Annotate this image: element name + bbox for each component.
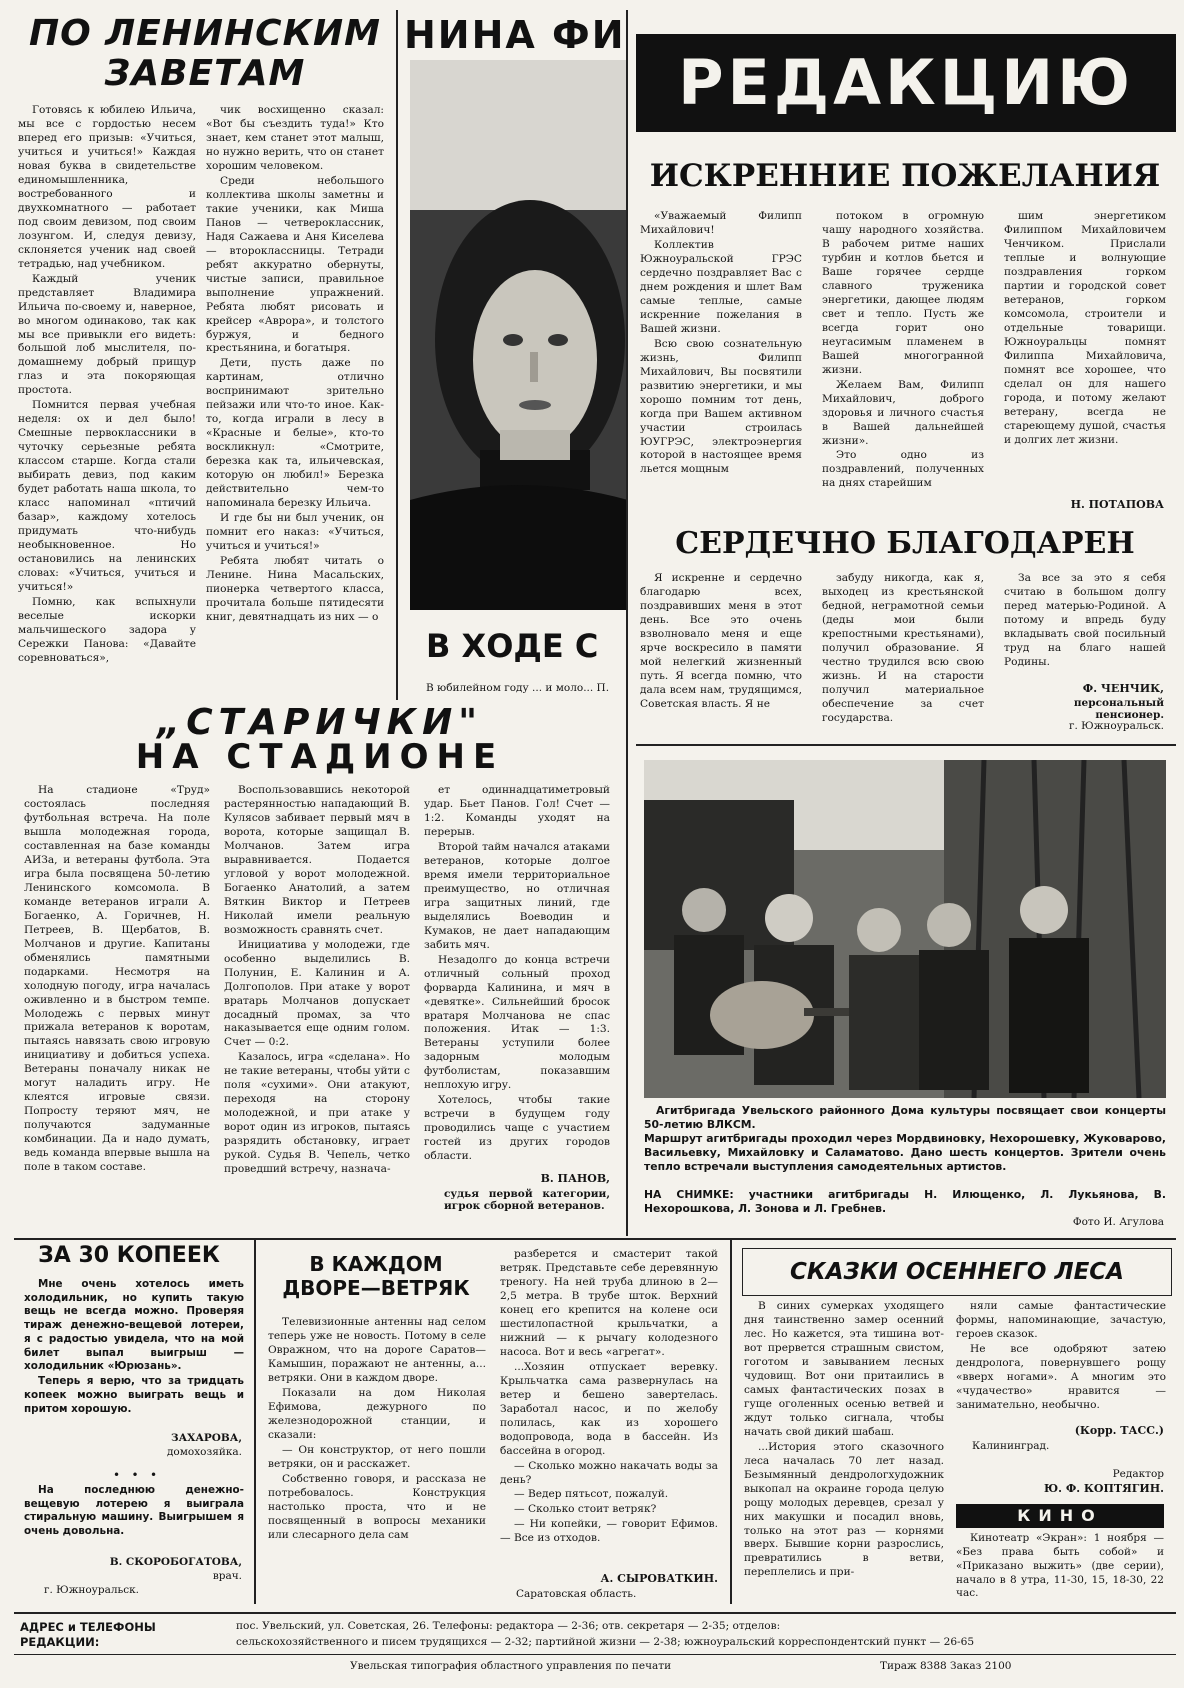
kopeck-title: ЗА 30 КОПЕЕК — [38, 1243, 220, 1268]
column-rule — [254, 1240, 256, 1604]
editor-label: Редактор — [1112, 1468, 1164, 1480]
forest-col-2: няли самые фантастические формы, напоминающие, зачастую, героев сказок. Не все одобряют затею дендролога, повернувшего рощу «вверх ногами». А многим это «чудачество» нравится — занимательно, необычно. — [956, 1300, 1166, 1411]
portrait-image — [410, 60, 628, 610]
forest-signature: (Корр. ТАСС.) — [1074, 1424, 1164, 1437]
editor-name: Ю. Ф. КОПТЯГИН. — [1044, 1482, 1164, 1495]
footer-circulation: Тираж 8388 Заказ 2100 — [880, 1660, 1012, 1672]
stadium-signature: В. ПАНОВ, — [540, 1172, 610, 1185]
stadium-col-3: ет одиннадцатиметровый удар. Бьет Панов. Гол! Счет — 1:2. Команды уходят на перерыв. Второй тайм начался атаками ветеранов, которые долгое время имели территориальное преимущество, но отличная игра защитных линий, где выделялись Воеводин и Кумаков, не дает нападающим забить мяч. Незадолго до конца встречи отличный сольный проход форварда Калинина, и мяч в «девятке». Сильнейший бросок вратаря Молчанова не спас положения. Итак — 1:3. Ветераны уступили более задорным молодым футболистам, показавшим неплохую игру. Хотелось, чтобы такие встречи в будущем году проводились чаще с участием гостей из других городов области. — [424, 784, 610, 1163]
column-rule — [396, 10, 398, 700]
redaction-banner — [636, 34, 1176, 132]
stadium-title-2: НА СТАДИОНЕ — [135, 737, 505, 777]
stadium-signature-role: судья первой категории, игрок сборной ветеранов. — [444, 1188, 610, 1212]
column-rule — [626, 10, 628, 1236]
kopeck-city: г. Южноуральск. — [44, 1584, 140, 1596]
kino-text: Кинотеатр «Экран»: 1 ноября — «Без права быть собой» и «Приказано выжить» (две серии), начало в 8 утра, 11-30, 15, 18-30, 22 час. — [956, 1532, 1164, 1600]
section-rule — [14, 1238, 1176, 1240]
windmill-signature: А. СЫРОВАТКИН. — [600, 1572, 718, 1585]
windmill-title: В КАЖДОМ ДВОРЕ—ВЕТРЯК — [282, 1252, 470, 1300]
forest-title-box — [742, 1248, 1172, 1296]
lenin-col-1: Готовясь к юбилею Ильича, мы все с гордостью несем вперед его призыв: «Учиться, учиться и учиться!» Каждая новая буква в свидетельстве единомышленника, востребованного и двухкомнатного — работает под своим девизом, под своим лозунгом. И, следуя девизу, склоняется ученик над своей тетрадью, над учебником. Каждый ученик представляет Владимира Ильича по-своему и, наверное, во многом одинаково, так как мы все привыкли его видеть: большой лоб мыслителя, по-домашнему добрый прищур глаз и эта покоряющая простота. Помнится первая учебная неделя: ох и дел было! Смешные первоклассники в чуточку серьезные ребята классом старше. Когда стали выбирать девиз, под каким будет работать наша школа, то класс напоминал «птичий базар», каждому хотелось придумать что-нибудь необыкновенное. Но остановились на ленинских словах: «Учиться, учиться и учиться!» Помню, как вспыхнули веселые искорки мальчишеского задора у Сережки Панова: «Давайте соревноваться», — [18, 104, 196, 664]
section-rule — [636, 744, 1176, 746]
thanks-col-3: За все за это я себя считаю в большом долгу перед матерью-Родиной. А потому и впредь буду вкладывать свой посильный труд на благо нашей Родины. — [1004, 572, 1166, 668]
thanks-col-1: Я искренне и сердечно благодарю всех, поздравивших меня в этот день. Все это очень взволновало меня и еще ярче воскресило в памяти мой нелегкий жизненный путь. Я всегда помню, что дала всем нам, трудящимся, Советская власть. Я не — [640, 572, 802, 710]
kopeck-divider: • • • — [112, 1468, 158, 1482]
kopeck-sig-2-role: врач. — [212, 1570, 242, 1582]
wishes-signature: Н. ПОТАПОВА — [1070, 498, 1164, 511]
kopeck-sig-2: В. СКОРОБОГАТОВА, — [109, 1556, 242, 1568]
thanks-signature: Ф. ЧЕНЧИК, — [1082, 682, 1164, 695]
photo-credit: Фото И. Агулова — [1072, 1216, 1164, 1228]
thanks-city: г. Южноуральск. — [1068, 720, 1164, 732]
kopeck-text-2: На последнюю денежно-вещевую лотерею я выиграла стиральную машину. Выигрышем я очень довольна. — [24, 1484, 244, 1538]
stadium-title-1: „СТАРИЧКИ" — [157, 702, 483, 743]
footer-phones: сельскохозяйственного и писем трудящихся — 2-32; партийной жизни — 2-38; южноуральский корреспондентский пункт — 26-65 — [236, 1636, 975, 1648]
footer-label: АДРЕС и ТЕЛЕФОНЫ РЕДАКЦИИ: — [20, 1620, 156, 1649]
forest-city: Калининград. — [972, 1440, 1050, 1452]
forest-col-1: В синих сумерках уходящего дня таинственно замер осенний лес. Но кажется, эта тишина вот-вот прервется страшным свистом, гоготом и завыванием лесных чудовищ. Вот они притаились в самых фантастических позах в гуще оголенных осенью ветвей и ждут только сигнала, чтобы начать свой дикий шабаш. ...История этого сказочного леса началась 70 лет назад. Безымянный дендрологхудожник выкопал на окраине города целую рощу молодых деревцев, срезал у них макушки и посадил вновь, только на этот раз — корнями вверх. Бывшие корни разрослись, превратились в ветви, переплелись и при- — [744, 1300, 944, 1579]
footer-address: пос. Увельский, ул. Советская, 26. Телефоны: редактора — 2-36; отв. секретаря — 2-35; отделов: — [236, 1620, 781, 1632]
kopeck-sig-1-role: домохозяйка. — [166, 1446, 242, 1458]
windmill-region: Саратовская область. — [516, 1588, 637, 1600]
photo-caption-2: Маршрут агитбригады проходил через Мордвиновку, Нехорошевку, Жуковарово, Васильевку, Михайловку и Саламатово. Дано шесть концертов. Зрители очень тепло встречали выступления самодеятельных артистов. — [644, 1132, 1166, 1174]
lenin-col-2: чик восхищенно сказал: «Вот бы съездить туда!» Кто знает, кем станет этот малыш, но нужно верить, что он станет хорошим человеком. Среди небольшого коллектива школы заметны и такие ученики, как Миша Панов — четвероклассник, Надя Сажаева и Аня Киселева — второклассницы. Тетради ребят аккуратно обернуты, чистые записи, правильное выполнение упражнений. Ребята любят рисовать и крейсер «Аврора», и толстого буржуя, и бедного крестьянина, и богатыря. Дети, пусть даже по картинам, отлично воспринимают зрительно пейзажи или что-то иное. Как-то, когда играли в лесу в «Красные и белые», кто-то воскликнул: «Смотрите, березка как та, ильичевская, которую он любил!» Березка действительно чем-то напоминала березку Ильича. И где бы ни был ученик, он помнит его наказ: «Учиться, учиться и учиться!» Ребята любят читать о Ленине. Нина Масальских, пионерка четвертого класса, прочитала больше пятидесяти книг, девятнадцать из них — о — [206, 104, 384, 623]
forest-title: СКАЗКИ ОСЕННЕГО ЛЕСА — [790, 1258, 1124, 1285]
redaction-banner-text: РЕДАКЦИЮ — [678, 46, 1134, 120]
photo-caption-3: НА СНИМКЕ: участники агитбригады Н. Илющенко, Л. Лукьянова, В. Нехорошкова, Л. Зонова и Л. Гребнев. — [644, 1188, 1166, 1216]
course-title: В ХОДЕ С — [426, 627, 599, 665]
footer-rule — [14, 1654, 1176, 1655]
footer-rule — [14, 1612, 1176, 1614]
column-rule — [730, 1240, 732, 1604]
kino-box — [956, 1504, 1164, 1528]
lenin-title: ПО ЛЕНИНСКИМ ЗАВЕТАМ — [29, 13, 381, 94]
wishes-col-3: шим энергетиком Филиппом Михайловичем Ченчиком. Прислали теплые и волнующие поздравления горком партии и городской совет ветеранов, горком комсомола, строители и отдельные товарищи. Южноуральцы помнят Филиппа Михайловича, помнят все хорошее, что сделал он для нашего города, и потому желают ветерану, всегда не стареющему душой, счастья и долгих лет жизни. — [1004, 210, 1166, 446]
wishes-col-1: «Уважаемый Филипп Михайлович! Коллектив Южноуральской ГРЭС сердечно поздравляет Вас с днем рождения и шлет Вам самые теплые, самые искренние пожелания в Вашей жизни. Всю свою сознательную жизнь, Филипп Михайлович, Вы посвятили развитию энергетики, и мы хорошо помним тот день, когда при Вашем активном участии строилась ЮУГРЭС, электроэнергия которой в настоящее время льется мощным — [640, 210, 802, 476]
kino-title: КИНО — [1017, 1505, 1103, 1525]
course-text: В юбилейном году ... и моло... П. — [426, 682, 610, 694]
portrait-name: НИНА ФИ — [404, 13, 626, 57]
agitbrigade-image — [644, 760, 1166, 1098]
photo-caption-1: Агитбригада Увельского районного Дома культуры посвящает свои концерты 50-летию ВЛКСМ. — [644, 1104, 1166, 1132]
windmill-col-2: разберется и смастерит такой ветряк. Представьте себе деревянную треногу. На ней труба длиною в 2—2,5 метра. В трубе шток. Верхний конец его крепится на колене оси шестилопастной крыльчатки, а нижний — к рычагу колодезного насоса. Вот и весь «агрегат». ...Хозяин отпускает веревку. Крыльчатка сама развернулась на ветер и бешено завертелась. Заработал насос, и по желобу полилась, как из хорошего водопровода, вода в бассейн. Из бассейна в огород. — Сколько можно накачать воды за день? — Ведер пятьсот, пожалуй. — Сколько стоит ветряк? — Ни копейки, — говорит Ефимов.— Все из отходов. — [500, 1248, 718, 1545]
kopeck-sig-1: ЗАХАРОВА, — [171, 1432, 242, 1444]
thanks-signature-role: персональный пенсионер. — [1073, 697, 1164, 721]
footer-printer: Увельская типография областного управления по печати — [350, 1660, 672, 1672]
thanks-title: СЕРДЕЧНО БЛАГОДАРЕН — [675, 526, 1135, 561]
kopeck-text: Мне очень хотелось иметь холодильник, но купить такую вещь не всегда можно. Проверяя тираж денежно-вещевой лотереи, я с радостью увидела, что на мой билет выпал выигрыш — холодильник «Юрюзань». Теперь я верю, что за тридцать копеек можно выиграть вещь и притом хорошую. — [24, 1278, 244, 1415]
windmill-col-1: Телевизионные антенны над селом теперь уже не новость. Потому в селе Овражном, что на дороге Саратов—Камышин, поражают не антенны, а... ветряки. Они в каждом дворе. Показали на дом Николая Ефимова, дежурного по железнодорожной станции, и сказали: — Он конструктор, от него пошли ветряки, он и расскажет. Собственно говоря, и рассказа не потребовалось. Конструкция настолько проста, что и не посвященный в вопросы механики или слесарного дела сам — [268, 1316, 486, 1541]
wishes-title: ИСКРЕННИЕ ПОЖЕЛАНИЯ — [649, 158, 1161, 194]
wishes-col-2: потоком в огромную чашу народного хозяйства. В рабочем ритме наших турбин и котлов бьется и Ваше горячее сердце славного труженика энергетики, дающее людям свет и тепло. Пусть же всегда горит оно неугасимым пламенем в Вашей многогранной жизни. Желаем Вам, Филипп Михайлович, доброго здоровья и личного счастья в Вашей дальнейшей жизни». Это одно из поздравлений, полученных на днях старейшим — [822, 210, 984, 490]
thanks-col-2: забуду никогда, как я, выходец из крестьянской бедной, неграмотной семьи (деды мои были крепостными крестьянами), получил образование. Я честно трудился всю свою жизнь. И на старости получил материальное обеспечение за счет государства. — [822, 572, 984, 724]
agitbrigade-photo — [644, 760, 1166, 1098]
portrait-photo — [410, 60, 628, 610]
stadium-col-1: На стадионе «Труд» состоялась последняя футбольная встреча. На поле вышла молодежная города, составленная на базе команды АИЗа, и ветераны футбола. Эта игра была посвящена 50-летию Ленинского комсомола. В команде ветеранов играли А. Богаенко, А. Горичнев, Н. Петреев, В. Щербатов, В. Молчанов и другие. Капитаны обменялись памятными подарками. Несмотря на холодную погоду, игра началась оживленно и в быстром темпе. Молодежь с первых минут прижала ветеранов к воротам, пытаясь навязать свою игровую инициативу и добиться успеха. Ветераны поначалу никак не могут наладить игру. Не клеятся игровые связи. Попросту теряют мяч, не получаются задуманные комбинации. Да и надо думать, ведь команда впервые вышла на поле в таком составе. — [24, 784, 210, 1174]
stadium-col-2: Воспользовавшись некоторой растерянностью нападающий В. Кулясов забивает первый мяч в ворота, которые защищал В. Молчанов. Затем игра выравнивается. Подается угловой у ворот молодежной. Богаенко Анатолий, а затем Вяткин Виктор и Петреев Николай имели реальную возможность сравнять счет. Инициатива у молодежи, где особенно выделились В. Полунин, Е. Калинин и А. Долгополов. При атаке у ворот вратарь Молчанов допускает досадный промах, за что наказывается еще одним голом. Счет — 0:2. Казалось, игра «сделана». Но не такие ветераны, чтобы уйти с поля «сухими». Они атакуют, переходя на сторону молодежной, и при атаке у ворот один из игроков, пытаясь разрядить обстановку, играет рукой. Судья В. Чепель, четко проведший встречу, назнача- — [224, 784, 410, 1176]
